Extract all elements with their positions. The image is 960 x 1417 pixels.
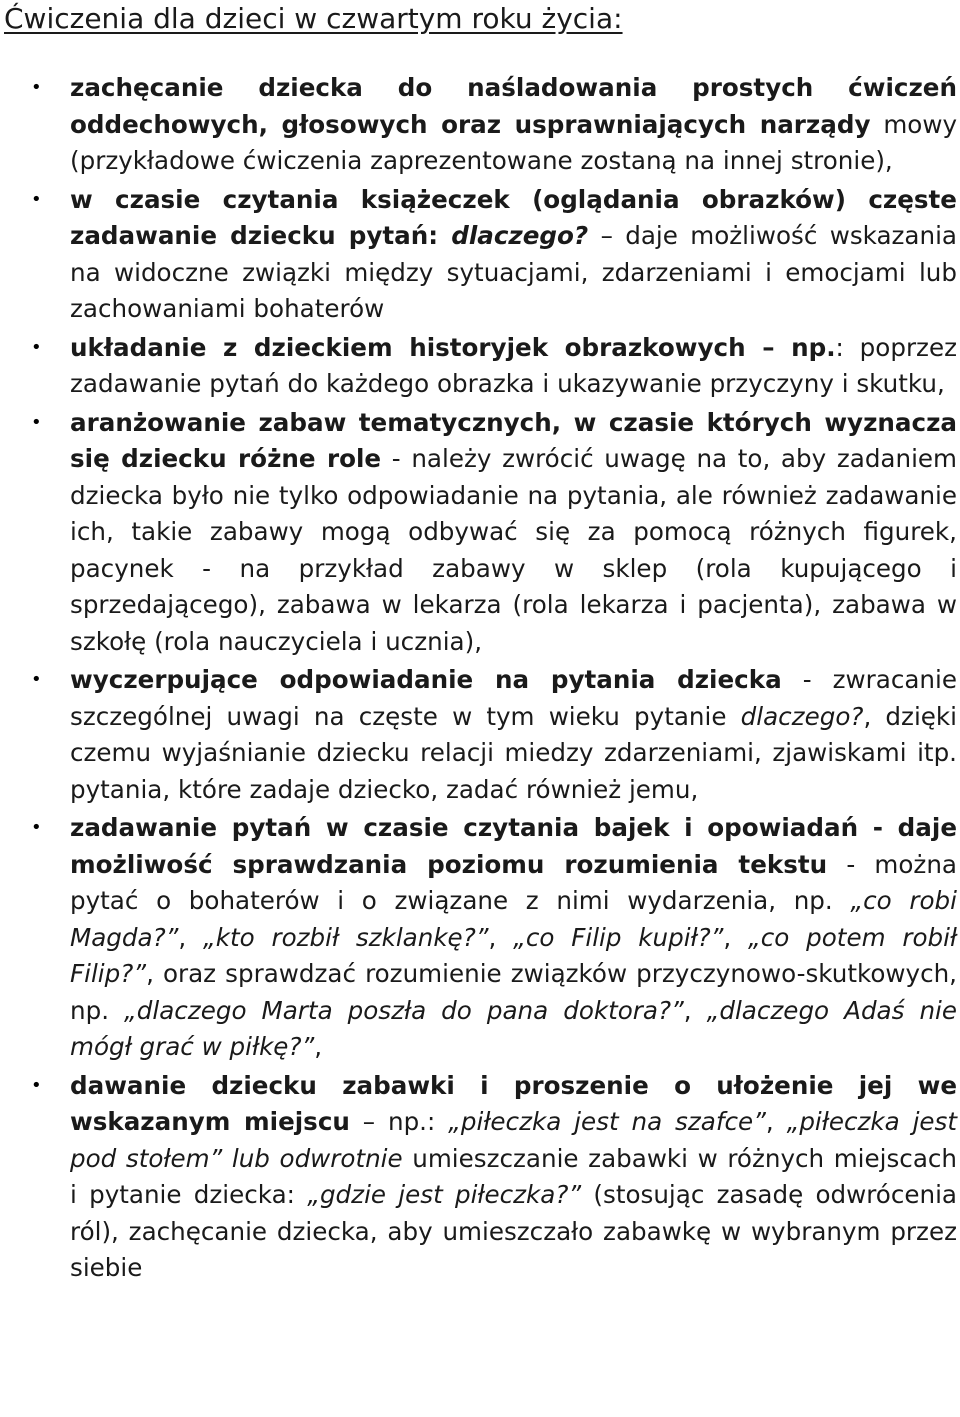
page-title: Ćwiczenia dla dzieci w czwartym roku życia: [4, 2, 623, 35]
list-item-text: w czasie czytania książeczek (oglądania obrazków) częste zadawanie dziecku pytań: [70, 184, 957, 250]
list-item-text: zadawanie pytań w czasie czytania bajek i opowiadań - daje możliwość sprawdzania poziomu rozumienia tekstu [70, 813, 957, 879]
list-item-text: „gdzie jest piłeczka?” [307, 1180, 582, 1209]
list-item-text: „dlaczego Marta poszła do pana doktora?” [124, 995, 684, 1025]
list-item-text: aranżowanie zabaw tematycznych, w czasie których wyznacza się dziecku różne role [70, 407, 957, 473]
list-item [70, 1068, 957, 1287]
list-item-text: „piłeczka jest na szafce” [448, 1107, 766, 1136]
list-item-text: - zwracanie szczególnej uwagi na częste w tym wieku pytanie [70, 665, 957, 731]
list-item-text: dlaczego? [740, 701, 864, 731]
list-item-text: „co potem robił Filip?” [70, 922, 957, 988]
list-item [70, 810, 957, 1066]
list-item-text: dawanie dziecku zabawki i proszenie o ułożenie jej we wskazanym miejscu [70, 1070, 957, 1136]
list-item-text: : poprzez zadawanie pytań do każdego obrazka i ukazywanie przyczyny i skutku, [70, 332, 958, 398]
list-item [70, 330, 957, 403]
list-item-text: - można pytać o bohaterów i o związane z nimi wydarzenia, np. [70, 849, 957, 915]
list-item-text: „piłeczka jest pod stołem” lub odwrotnie [70, 1107, 958, 1173]
list-item-text: , [765, 1107, 787, 1136]
list-item-text: , [178, 922, 204, 952]
list-item [70, 182, 957, 328]
list-item-text: , [723, 922, 749, 952]
list-item-text: „dlaczego Adaś nie mógł grać w piłkę?” [70, 995, 957, 1061]
list-item-text: , [683, 995, 707, 1025]
list-item-text: „co robi Magda?” [70, 886, 958, 952]
list-item [70, 662, 957, 808]
exercise-list [70, 70, 957, 1289]
list-item-text: „kto rozbił szklankę?” [203, 922, 489, 952]
list-item-text: układanie z dzieckiem historyjek obrazkowych – np. [70, 332, 836, 362]
list-item-text: mowy (przykładowe ćwiczenia zaprezentowane zostaną na innej stronie), [70, 109, 958, 175]
list-item-text: – daje możliwość wskazania na widoczne związki między sytuacjami, zdarzeniami i emocjami lub zachowaniami bohaterów [70, 221, 957, 323]
list-item-text: „co Filip kupił?” [513, 922, 724, 952]
list-item-text: umieszczanie zabawki w różnych miejscach i pytanie dziecka: [70, 1143, 957, 1209]
list-item-text: , [314, 1032, 323, 1061]
list-item-text: wyczerpujące odpowiadanie na pytania dziecka [70, 665, 782, 694]
list-item-text: - należy zwrócić uwagę na to, aby zadaniem dziecka było nie tylko odpowiadanie na pytania, ale również zadawanie ich, takie zabawy mogą odbywać się za pomocą różnych figurek, pacynek - na przykład zabawy w sklep (rola kupującego i sprzedającego), zabawa w lekarza (rola lekarza i pacjenta), zabawa w szkołę (rola nauczyciela i ucznia), [70, 444, 958, 656]
list-item-text: zachęcanie dziecka do naśladowania prostych ćwiczeń oddechowych, głosowych oraz usprawniających narządy [70, 73, 957, 139]
list-item [70, 70, 957, 180]
list-item-text: , dzięki czemu wyjaśnianie dziecku relacji miedzy zdarzeniami, zjawiskami itp. pytania, które zadaje dziecko, zadać również jemu, [70, 701, 957, 804]
list-item-text: , oraz sprawdzać rozumienie związków przyczynowo-skutkowych, np. [70, 959, 957, 1025]
list-item-text: , [488, 922, 514, 952]
list-item-text: (stosując zasadę odwrócenia ról), zachęcanie dziecka, aby umieszczało zabawkę w wybranym przez siebie [70, 1180, 957, 1282]
list-item [70, 405, 957, 661]
list-item-text: – np.: [349, 1107, 449, 1136]
list-item-text: dlaczego? [451, 221, 589, 250]
